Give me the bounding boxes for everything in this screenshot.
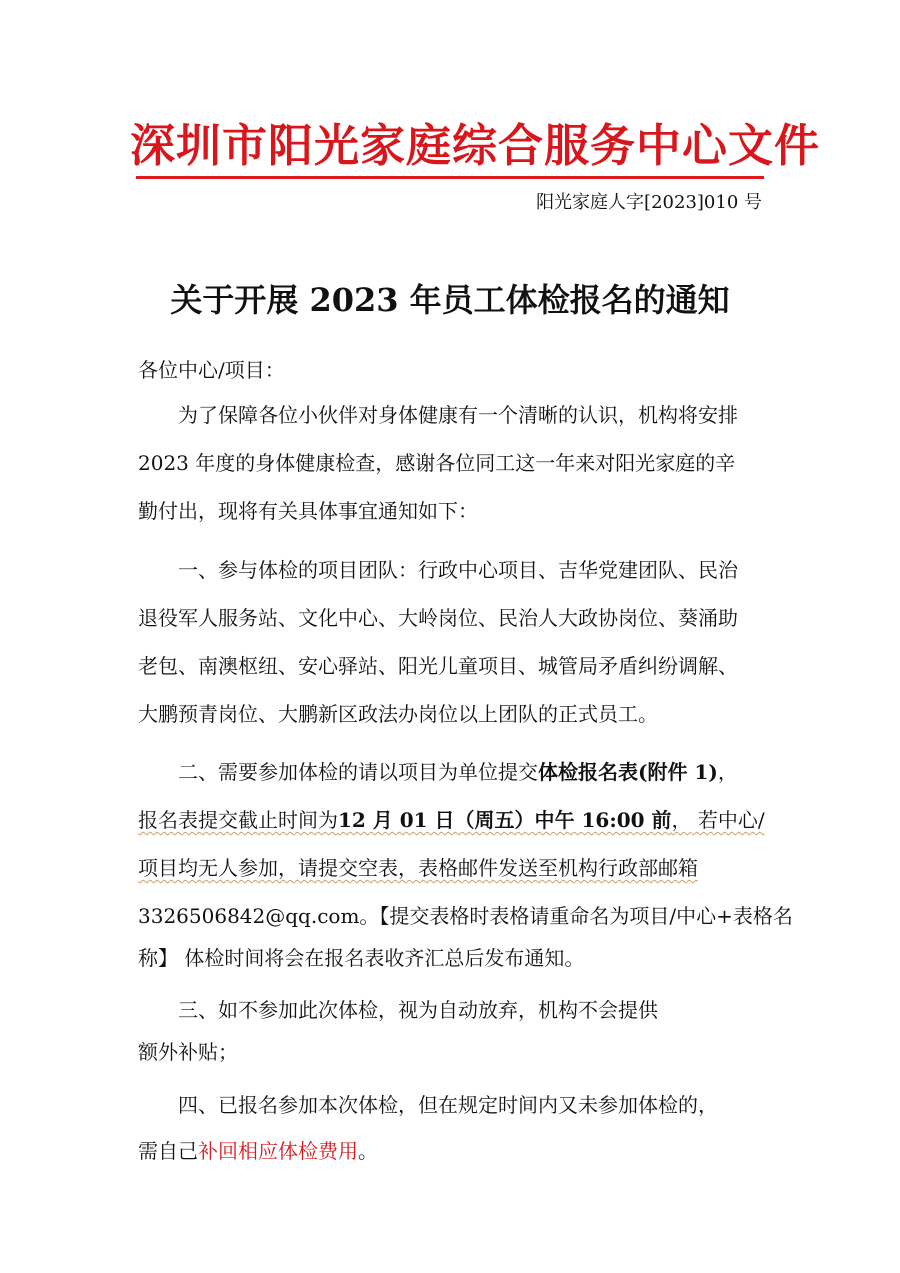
intro-line-1: 为了保障各位小伙伴对身体健康有一个清晰的认识，机构将安排: [178, 403, 738, 427]
reimbursement-notice: 补回相应体检费用: [198, 1139, 358, 1163]
item2-line-5: 称】 体检时间将会在报名表收齐汇总后发布通知。: [138, 946, 585, 970]
item1-line-1: 一、参与体检的项目团队：行政中心项目、吉华党建团队、民治: [178, 558, 738, 582]
item2-punct: ，: [717, 760, 738, 784]
item4-line-2: [138, 1136, 378, 1166]
item1-line-2: 退役军人服务站、文化中心、大岭岗位、民治人大政协岗位、葵涌助: [138, 606, 738, 630]
item2-text: 二、需要参加体检的请以项目为单位提交: [178, 760, 538, 784]
header-red-rule: [136, 176, 764, 179]
registration-form-attachment: 体检报名表(附件 1): [538, 760, 718, 784]
intro-line-2: 2023 年度的身体健康检查，感谢各位同工这一年来对阳光家庭的辛: [138, 451, 736, 475]
deadline-label: 报名表提交截止时间为: [138, 808, 338, 832]
document-number: 阳光家庭人字[2023]010 号: [536, 192, 762, 213]
salutation: 各位中心/项目：: [138, 358, 285, 382]
item2-line-3: 项目均无人参加，请提交空表，表格邮件发送至机构行政部邮箱: [138, 856, 698, 880]
notice-title: 关于开展 2023 年员工体检报名的通知: [170, 281, 730, 319]
item2-line-1: [178, 757, 738, 787]
deadline-date: 12 月 01 日（周五）中午 16:00 前: [338, 808, 672, 832]
item3-line-2: 额外补贴；: [138, 1040, 238, 1064]
item4-text: 需自己: [138, 1139, 198, 1163]
item3-line-1: 三、如不参加此次体检，视为自动放弃，机构不会提供: [178, 998, 658, 1022]
organization-title: 深圳市阳光家庭综合服务中心文件: [130, 119, 821, 172]
item2-text-cont: 若中心/: [691, 808, 765, 832]
item4-line-1: 四、已报名参加本次体检，但在规定时间内又未参加体检的，: [178, 1093, 718, 1117]
item1-line-3: 老包、南澳枢纽、安心驿站、阳光儿童项目、城管局矛盾纠纷调解、: [138, 654, 738, 678]
intro-line-3: 勤付出，现将有关具体事宜通知如下：: [138, 499, 478, 523]
item2-line-4: 3326506842@qq.com。【提交表格时表格请重命名为项目/中心+表格名: [138, 904, 793, 928]
item4-punct: 。: [358, 1139, 378, 1163]
item1-line-4: 大鹏预青岗位、大鹏新区政法办岗位以上团队的正式员工。: [138, 702, 658, 726]
deadline-punct: ，: [671, 808, 692, 832]
item2-line-2: [138, 805, 765, 835]
